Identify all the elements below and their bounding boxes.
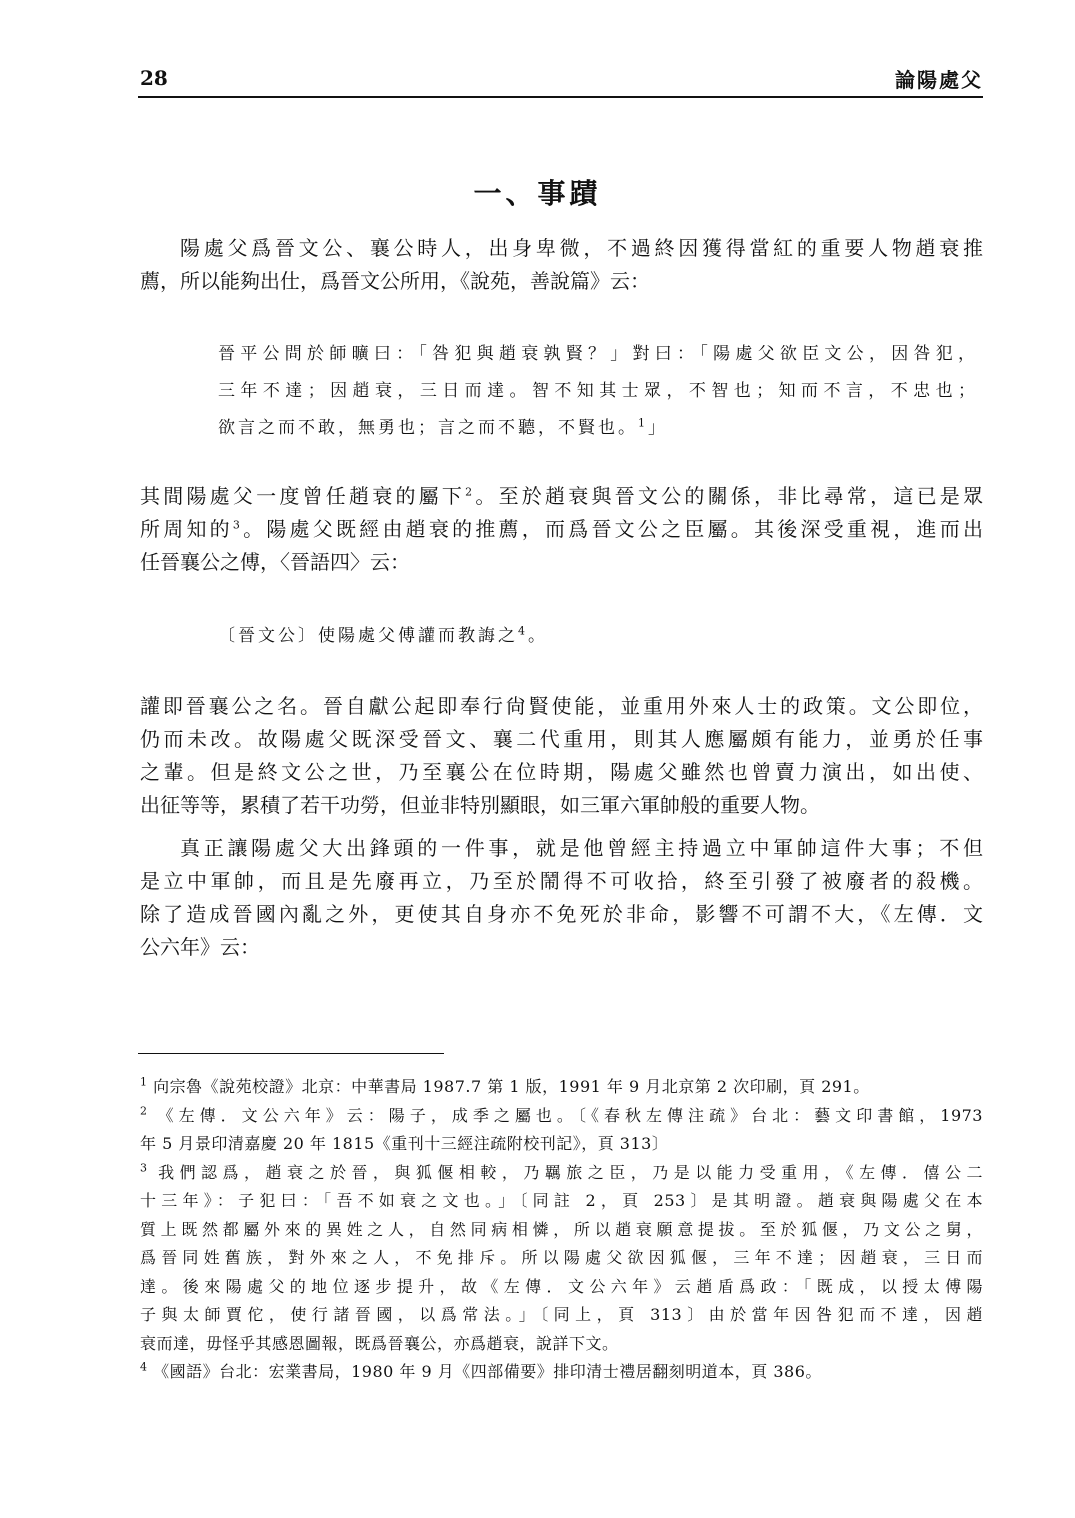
footnote-ref: 3: [232, 518, 240, 532]
footnotes: [140, 1073, 983, 1387]
footnote-number: 1: [140, 1075, 148, 1089]
footnote-ref: 1: [638, 416, 648, 430]
footnote-line: 十三年》：子犯曰：「吾不如衰之文也。」〔同註 2，頁 253〕是其明證。趙衰與陽處父在本: [140, 1191, 983, 1210]
quote-line: 三年不達；因趙衰，三日而達。智不知其士眾，不智也；知而不言，不忠也；: [218, 381, 978, 401]
block-quote-1: [218, 336, 978, 447]
paragraph-1: [140, 232, 983, 298]
text-line: 真正讓陽處父大出鋒頭的一件事，就是他曾經主持過立中軍帥這件大事；不但: [180, 836, 983, 860]
footnote-ref: 4: [518, 624, 528, 638]
quote-line: [218, 618, 978, 655]
footnote-number: 4: [140, 1360, 148, 1374]
text-line: 薦，所以能夠出仕，爲晉文公所用，《說苑，善說篇》云：: [140, 269, 650, 293]
text-run: 所周知的: [140, 517, 233, 541]
footnote-line: [140, 1073, 983, 1102]
paragraph-3: [140, 690, 983, 822]
header-rule: [138, 96, 983, 98]
footnote-line: [140, 1358, 983, 1387]
footnote-ref: 2: [465, 485, 473, 499]
quote-close: 。: [528, 626, 548, 646]
footnote-rule: [138, 1053, 444, 1054]
footnote-text: 我們認爲，趙衰之於晉，與狐偃相較，乃羈旅之臣，乃是以能力受重用，《左傳．僖公二: [158, 1162, 983, 1182]
section-title: 一、事蹟: [473, 177, 602, 210]
text-line: 任晉襄公之傅，〈晉語四〉云：: [140, 550, 410, 574]
text-line: [140, 513, 983, 546]
text-line: 讙即晉襄公之名。晉自獻公起即奉行尙賢使能，並重用外來人士的政策。文公即位，: [140, 694, 983, 718]
text-run: 其間陽處父一度曾任趙衰的屬下: [140, 484, 466, 508]
footnote-text: 《左傳．文公六年》云：陽子，成季之屬也。〔《春秋左傳注疏》台北：藝文印書館，1973: [157, 1105, 983, 1125]
footnote-text: 向宗魯《說苑校證》北京：中華書局 1987.7 第 1 版，1991 年 9 月北京第 2 次印刷，頁 291。: [153, 1077, 870, 1096]
footnote-line: 質上既然都屬外來的異姓之人，自然同病相憐，所以趙衰願意提拔。至於狐偃，乃文公之舅，: [140, 1219, 983, 1239]
footnote-line: [140, 1102, 983, 1131]
footnote-1: [140, 1073, 983, 1102]
text-line: 是立中軍帥，而且是先廢再立，乃至於鬧得不可收拾，終至引發了被廢者的殺機。: [140, 869, 983, 893]
footnote-line: 達。後來陽處父的地位逐步提升，故《左傳．文公六年》云趙盾爲政：「既成，以授太傅陽: [140, 1276, 983, 1296]
running-title: 論陽處父: [895, 68, 983, 92]
text-line: 陽處父爲晉文公、襄公時人，出身卑微，不過終因獲得當紅的重要人物趙衰推: [180, 236, 983, 260]
footnote-line: 爲晉同姓舊族，對外來之人，不免排斥。所以陽處父欲因狐偃，三年不達；因趙衰，三日而: [140, 1248, 983, 1267]
footnote-number: 2: [140, 1104, 148, 1118]
text-line: 公六年》云：: [140, 935, 260, 959]
footnote-line: 子與太師賈佗，使行諸晉國，以爲常法。」〔同上，頁 313〕由於當年因咎犯而不達，因趙: [140, 1305, 983, 1324]
text-line: 仍而未改。故陽處父既深受晉文、襄二代重用，則其人應屬頗有能力，並勇於任事: [140, 727, 983, 751]
text-line: 除了造成晉國內亂之外，更使其自身亦不免死於非命，影響不可謂不大，《左傳．文: [140, 902, 983, 926]
block-quote-2: [218, 618, 978, 655]
text-line: 出征等等，累積了若干功勞，但並非特別顯眼，如三軍六軍帥般的重要人物。: [140, 793, 820, 817]
footnote-line: 年 5 月景印清嘉慶 20 年 1815《重刊十三經注疏附校刊記》，頁 313〕: [140, 1134, 669, 1153]
page-number: 28: [140, 66, 168, 90]
footnote-text: 《國語》台北：宏業書局，1980 年 9 月《四部備要》排印清士禮居翻刻明道本，頁 386。: [153, 1362, 822, 1381]
text-run: 。陽處父既經由趙衰的推薦，而爲晉文公之臣屬。其後深受重視，進而出: [239, 517, 983, 541]
text-run: 。至於趙衰與晉文公的關係，非比尋常，這已是眾: [472, 484, 983, 508]
quote-text: 欲言之而不敢，無勇也；言之而不聽，不賢也。: [218, 418, 638, 438]
footnote-4: [140, 1358, 983, 1387]
paragraph-2: [140, 480, 983, 579]
quote-line: [218, 410, 978, 447]
footnote-2: [140, 1102, 983, 1159]
quote-close: 」: [648, 418, 668, 438]
footnote-line: [140, 1159, 983, 1188]
text-line: 之輩。但是終文公之世，乃至襄公在位時期，陽處父雖然也曾賣力演出，如出使、: [140, 760, 983, 784]
text-line: [140, 480, 983, 513]
paragraph-4: [140, 832, 983, 964]
footnote-number: 3: [140, 1161, 148, 1175]
quote-line: 晉平公問於師曠曰：「咎犯與趙衰孰賢？」對曰：「陽處父欲臣文公，因咎犯，: [218, 344, 978, 364]
footnote-3: [140, 1159, 983, 1359]
quote-text: 〔晉文公〕使陽處父傅讙而教誨之: [218, 626, 518, 646]
footnote-line: 衰而達，毋怪乎其感恩圖報，既爲晉襄公，亦爲趙衰，說詳下文。: [140, 1333, 619, 1353]
